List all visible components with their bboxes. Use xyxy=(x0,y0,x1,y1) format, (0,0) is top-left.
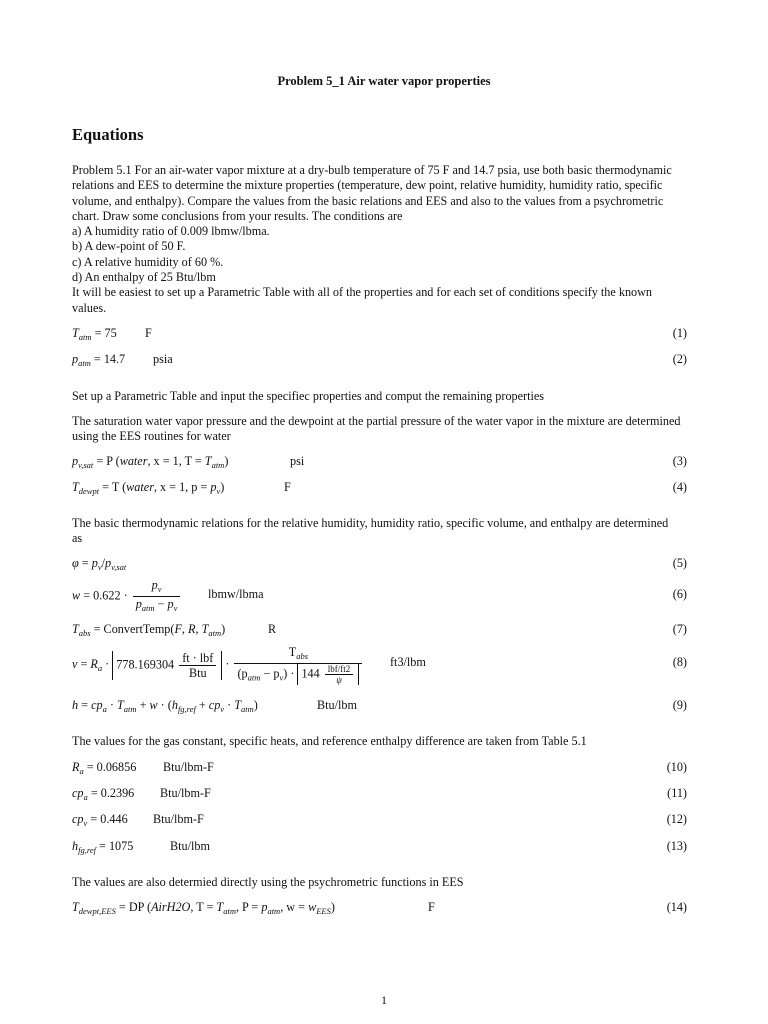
text-line: The basic thermodynamic relations for the relative humidity, humidity ratio, specific volume, and enthalpy are determined xyxy=(72,516,669,530)
equation-number: (4) xyxy=(672,480,687,494)
equation-math: $T_{dewpt} = T$ (water, x = 1, $p = p_v$) xyxy=(72,480,225,496)
equation-number: (10) xyxy=(666,760,687,774)
equation-math: $R_a = 0.06856$ xyxy=(72,760,137,776)
equation-math: $cp_a = 0.2396$ xyxy=(72,786,135,802)
equation-unit: psia xyxy=(153,352,173,366)
equation-9 xyxy=(72,698,687,718)
text-line: chart. Draw some conclusions from your results. The conditions are xyxy=(72,208,403,223)
equation-number: (1) xyxy=(672,326,687,340)
text-line: a) A humidity ratio of 0.009 lbmw/lbma. xyxy=(72,224,270,239)
equation-math: $p_{v,sat} = P$ (water, x = 1, $T = T_{atm}$) xyxy=(72,454,229,470)
equation-number: (9) xyxy=(672,698,687,712)
text-line: Set up a Parametric Table and input the specifiec properties and comput the remaining properties xyxy=(72,389,545,403)
paragraph-saturation xyxy=(72,414,687,445)
equation-unit: Btu/lbm-F xyxy=(163,760,214,774)
equation-number: (5) xyxy=(672,556,687,570)
equation-number: (12) xyxy=(666,812,687,826)
equation-unit: psi xyxy=(290,454,305,468)
text-line: d) An enthalpy of 25 Btu/lbm xyxy=(72,270,216,285)
text-line: The values for the gas constant, specific heats, and reference enthalpy difference are taken from Table 5.1 xyxy=(72,734,587,748)
bracket: 144 $\frac{\text{lbf/ft2}}{\psi}$ xyxy=(297,664,359,685)
equation-number: (8) xyxy=(672,655,687,669)
section-heading: Equations xyxy=(72,125,144,144)
equation-math: $T_{atm} = 75$ xyxy=(72,326,117,342)
equation-math: $v = R_a \cdot 778.169304$ $\frac{\text{ft · lbf}}{\text{Btu}}$ · $T_{abs}$ $(p_{atm} - p_v) \cdot 144$ $\frac{\text{lbf/ft2}}{\psi}$ xyxy=(72,645,364,685)
equation-unit: F xyxy=(284,480,291,494)
value-cp-a: 0.2396 xyxy=(100,786,135,800)
equation-math: $p_{atm} = 14.7$ xyxy=(72,352,126,368)
page-number: 1 xyxy=(381,993,387,1007)
value-h-fg-ref: 1075 xyxy=(108,839,134,853)
paragraph-basic xyxy=(72,516,687,547)
fraction: $T_{abs}$ $(p_{atm} - p_v) \cdot 144$ $\frac{\text{lbf/ft2}}{\psi}$ xyxy=(234,645,362,685)
text-line: The values are also determied directly using the psychrometric functions in EES xyxy=(72,875,464,889)
value-r-a: 0.06856 xyxy=(96,760,137,774)
equation-14 xyxy=(72,900,687,920)
equation-unit: ft3/lbm xyxy=(390,655,426,669)
equation-math: $\varphi = p_v/p_{v,sat}$ xyxy=(72,556,127,572)
equation-12 xyxy=(72,812,687,832)
equation-5 xyxy=(72,556,687,576)
equation-6 xyxy=(72,578,687,614)
equation-number: (7) xyxy=(672,622,687,636)
equation-unit: lbmw/lbma xyxy=(208,587,264,601)
value-0622: 0.622 xyxy=(93,588,121,603)
equation-math: $h = cp_a \cdot T_{atm} + w \cdot (h_{fg,ref} + cp_v \cdot T_{atm})$ xyxy=(72,698,258,714)
equation-number: (11) xyxy=(667,786,687,800)
equation-2 xyxy=(72,352,687,372)
equation-number: (6) xyxy=(672,587,687,601)
equation-3 xyxy=(72,454,687,474)
equation-math: w = 0.622 · $\frac{p_v}{p_{atm} - p_v}$ xyxy=(72,578,182,615)
text-line: values. xyxy=(72,300,107,315)
equation-number: (3) xyxy=(672,454,687,468)
value-cp-v: 0.446 xyxy=(100,812,128,826)
equation-unit: Btu/lbm-F xyxy=(153,812,204,826)
text-line: Problem 5.1 For an air-water vapor mixture at a dry-bulb temperature of 75 F and 14.7 psia, use both basic thermodynamic xyxy=(72,163,672,177)
equation-number: (13) xyxy=(666,839,687,853)
text-line: as xyxy=(72,531,83,546)
equation-number: (2) xyxy=(672,352,687,366)
equation-10 xyxy=(72,760,687,780)
equation-unit: Btu/lbm-F xyxy=(160,786,211,800)
equation-1 xyxy=(72,326,687,346)
document-title: Problem 5_1 Air water vapor properties xyxy=(277,74,491,88)
equation-4 xyxy=(72,480,687,500)
value-t-atm: 75 xyxy=(104,326,117,340)
equation-13 xyxy=(72,839,687,859)
equation-number: (14) xyxy=(666,900,687,914)
problem-statement xyxy=(72,163,687,316)
text-line: b) A dew-point of 50 F. xyxy=(72,239,186,254)
equation-unit: R xyxy=(268,622,277,636)
text-line: volume, and enthalpy). Compare the values from the basic relations and EES and also to the values from a psychrometric xyxy=(72,193,664,208)
value-144: 144 xyxy=(301,666,320,681)
text-line: It will be easiest to set up a Parametric Table with all of the properties and for each set of conditions specify the known xyxy=(72,285,653,300)
bracket xyxy=(112,651,222,680)
equation-unit: Btu/lbm xyxy=(317,698,357,712)
text-line: relations and EES to determine the mixture properties (temperature, dew point, relative humidity, humidity ratio, specific xyxy=(72,178,663,193)
equation-8 xyxy=(72,643,687,687)
equation-unit: F xyxy=(428,900,435,914)
paragraph-constants xyxy=(72,734,687,749)
text-line: The saturation water vapor pressure and the dewpoint at the partial pressure of the water vapor in the mixture are determined xyxy=(72,414,681,428)
equation-11 xyxy=(72,786,687,806)
equation-math: $T_{dewpt,EES}$ = DP (AirH2O, $T = T_{atm}$, $P = p_{atm}$, $w = w_{EES}$) xyxy=(72,900,335,916)
equation-7 xyxy=(72,622,687,642)
equation-math: $T_{abs}$ = ConvertTemp(F, R, $T_{atm}$) xyxy=(72,622,226,638)
equation-unit: F xyxy=(145,326,152,340)
paragraph-parametric xyxy=(72,389,687,404)
paragraph-ees xyxy=(72,875,687,890)
text-line: using the EES routines for water xyxy=(72,429,231,444)
value-p-atm: 14.7 xyxy=(103,352,126,366)
value-778: 778.169304 xyxy=(116,656,175,671)
equation-math: $cp_v = 0.446$ xyxy=(72,812,128,828)
fraction: $\frac{\text{ft · lbf}}{\text{Btu}}$ xyxy=(179,651,216,680)
equation-math: $h_{fg,ref} = 1075$ xyxy=(72,839,134,855)
equation-unit: Btu/lbm xyxy=(170,839,210,853)
text-line: c) A relative humidity of 60 %. xyxy=(72,254,224,269)
fraction: $\frac{p_v}{p_{atm} - p_v}$ xyxy=(133,578,181,615)
